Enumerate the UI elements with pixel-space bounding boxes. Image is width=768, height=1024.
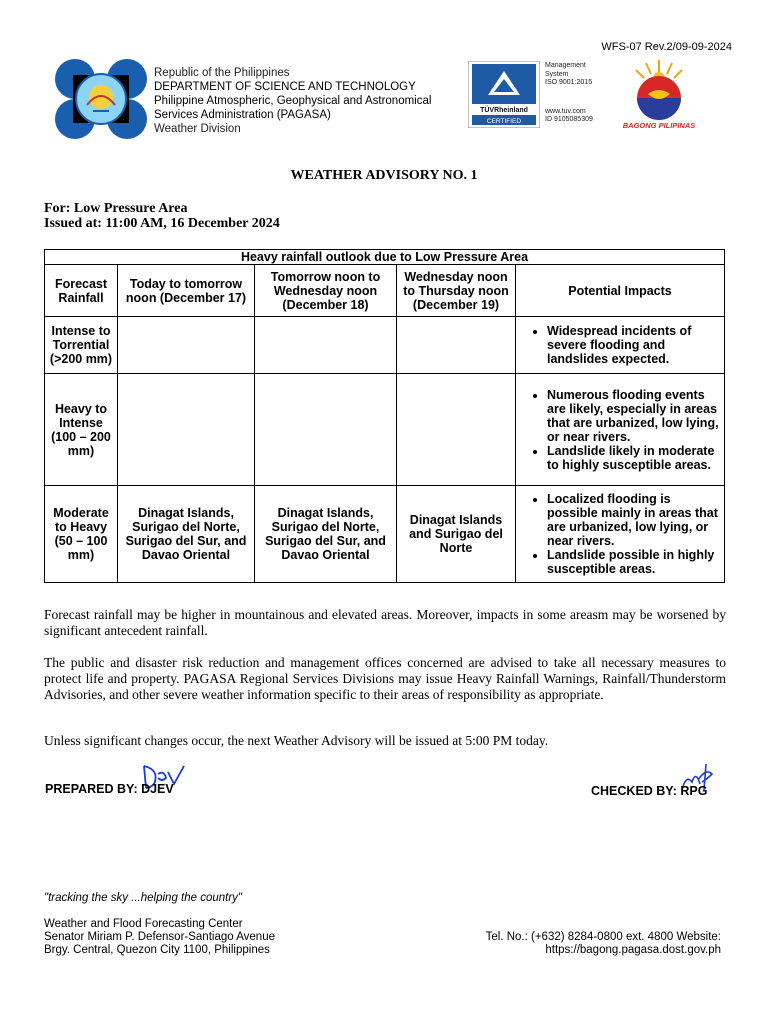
table-header-row	[45, 265, 725, 317]
org-line-division: Weather Division	[154, 123, 241, 135]
impact-item: • Localized flooding is possible mainly in areas that are urbanized, low lying, or near rivers.	[547, 492, 721, 548]
impact-item: • Landslide possible in highly susceptible areas.	[547, 548, 721, 576]
iso-ms-line1: Management	[545, 62, 586, 69]
iso-standard: ISO 9001:2015	[545, 79, 593, 86]
row-day3: Dinagat Islands and Surigao del Norte	[397, 486, 516, 583]
tuv-brand-text: TÜVRheinland	[480, 107, 528, 114]
iso-ms-line2: System	[545, 70, 569, 78]
address-line: Senator Miriam P. Defensor-Santiago Avenue	[44, 931, 275, 943]
iso-url: www.tuv.com	[545, 107, 586, 115]
org-line-dost: DEPARTMENT OF SCIENCE AND TECHNOLOGY	[154, 81, 416, 93]
tuv-certified-text: CERTIFIED	[486, 118, 522, 125]
bagong-pilipinas-logo	[618, 58, 700, 132]
contact-phone: Tel. No.: (+632) 8284-0800 ext. 4800 Website:	[485, 931, 721, 943]
impact-item: • Widespread incidents of severe flooding and landslides expected.	[547, 324, 721, 366]
table-row	[45, 317, 725, 374]
row-impacts	[516, 486, 725, 583]
header-forecast-rainfall: Forecast Rainfall	[45, 265, 118, 317]
org-line-republic: Republic of the Philippines	[154, 67, 290, 79]
org-line-pagasa-1: Philippine Atmospheric, Geophysical and Astronomical	[154, 95, 432, 107]
row-day1: Dinagat Islands, Surigao del Norte, Surigao del Sur, and Davao Oriental	[118, 486, 255, 583]
checked-by: CHECKED BY: RPG	[591, 784, 708, 798]
address-line: Weather and Flood Forecasting Center	[44, 918, 243, 930]
row-day3	[397, 317, 516, 374]
address-line: Brgy. Central, Quezon City 1100, Philippines	[44, 944, 270, 956]
row-category: Intense to Torrential (>200 mm)	[45, 317, 118, 374]
document-code: WFS-07 Rev.2/09-09-2024	[601, 41, 732, 53]
footer-address	[44, 918, 275, 957]
org-header	[154, 66, 431, 136]
impact-item: • Numerous flooding events are likely, especially in areas that are urbanized, low lying, or near rivers.	[547, 388, 721, 444]
row-day3	[397, 374, 516, 486]
row-category: Heavy to Intense (100 – 200 mm)	[45, 374, 118, 486]
iso-id: ID 9105085309	[545, 116, 593, 123]
row-impacts	[516, 317, 725, 374]
paragraph-rainfall-note: Forecast rainfall may be higher in mountainous and elevated areas. Moreover, impacts in some areasm may be worsened by significant antecedent rainfall.	[44, 607, 726, 638]
row-day2	[255, 317, 397, 374]
advisory-issued: Issued at: 11:00 AM, 16 December 2024	[44, 216, 280, 231]
paragraph-next-advisory: Unless significant changes occur, the next Weather Advisory will be issued at 5:00 PM today.	[44, 733, 549, 748]
bagong-pilipinas-text: BAGONG PILIPINAS	[622, 121, 696, 130]
rainfall-outlook-table	[44, 249, 725, 583]
impact-item: • Landslide likely in moderate to highly susceptible areas.	[547, 444, 721, 472]
footer-contact	[486, 931, 721, 957]
row-impacts	[516, 374, 725, 486]
header-day2: Tomorrow noon to Wednesday noon (December 18)	[255, 265, 397, 317]
tuv-certified-logo	[468, 61, 540, 128]
table-row	[45, 486, 725, 583]
advisory-title: WEATHER ADVISORY NO. 1	[290, 168, 478, 183]
prepared-by: PREPARED BY: DJEV	[45, 782, 174, 796]
pagasa-logo	[53, 57, 149, 141]
paragraph-advice: The public and disaster risk reduction and management offices concerned are advised to take all necessary measures to protect life and property. PAGASA Regional Services Divisions may issue Heavy Rainfall Warnings, Rainfall/Thunderstorm Advisories, and other severe weather information specific to their areas of responsibility as appropriate.	[44, 655, 726, 702]
row-category: Moderate to Heavy (50 – 100 mm)	[45, 486, 118, 583]
table-caption: Heavy rainfall outlook due to Low Pressure Area	[45, 250, 725, 265]
header-day1: Today to tomorrow noon (December 17)	[118, 265, 255, 317]
footer-tagline: "tracking the sky ...helping the country"	[44, 892, 243, 904]
advisory-for: For: Low Pressure Area	[44, 201, 188, 216]
table-row	[45, 374, 725, 486]
row-day1	[118, 317, 255, 374]
header-potential-impacts: Potential Impacts	[516, 265, 725, 317]
org-line-pagasa-2: Services Administration (PAGASA)	[154, 109, 331, 121]
row-day2	[255, 374, 397, 486]
row-day1	[118, 374, 255, 486]
header-day3: Wednesday noon to Thursday noon (December 19)	[397, 265, 516, 317]
row-day2: Dinagat Islands, Surigao del Norte, Surigao del Sur, and Davao Oriental	[255, 486, 397, 583]
iso-certification-text	[545, 62, 593, 125]
contact-website[interactable]: https://bagong.pagasa.dost.gov.ph	[545, 944, 721, 956]
